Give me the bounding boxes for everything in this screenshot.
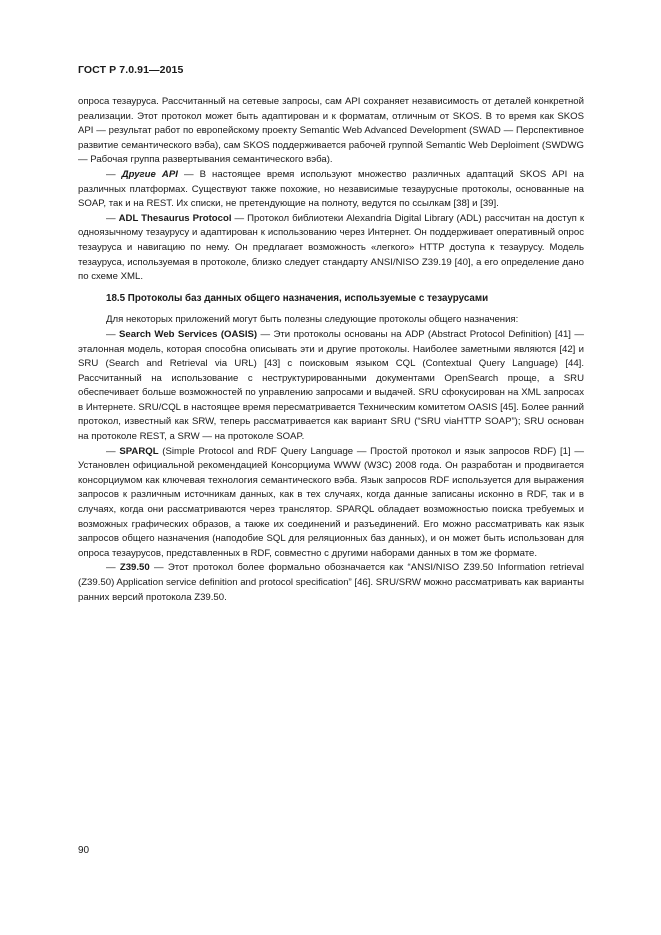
- text-run: (Simple Protocol and RDF Query Language — Простой протокол и язык запросов RDF) [1] — Установлен официальной рекомендацией Консорциума WWW (W3C) 2008 года. Он разработан и продвигается консорциумом как ключевая технология семантического вэба. Язык запросов RDF используется для выражения запросов к различным источникам данных, как в тех случаях, когда данные записаны исконно в RDF, так и в случаях, когда они рассматриваются через транслятор. SPARQL обладает возможностью поиска требуемых и возможных графических образов, а также их соединений и разъединений. Его можно рассматривать как язык запросов общего назначения (наподобие SQL для реляционных баз данных), и он может быть использован для опроса тезаурусов, представленных в RDF, совместно с другими наборами данных в том же формате.: [78, 445, 584, 559]
- text-run: опроса тезауруса. Рассчитанный на сетевые запросы, сам API сохраняет независимость от деталей конкретной реализации. Этот протокол может быть адаптирован и к форматам, отличным от SKOS. В то время как SKOS API — результат работ по европейскому проекту Semantic Web Advanced Development (SWAD — Перспективное развитие семантического вэба), сам SKOS поддерживается рабочей группой Semantic Web Deploiment (SWDWG — Рабочая группа развертывания семантического вэба).: [78, 96, 584, 166]
- text-run: —: [106, 168, 122, 180]
- section-heading: [78, 292, 584, 307]
- paragraph: [78, 561, 584, 605]
- text-run: —: [106, 328, 120, 340]
- text-run: —: [106, 212, 119, 224]
- text-run: — Протокол библиотеки Alexandria Digital Library (ADL) рассчитан на доступ к одноязычному тезаурусу и адаптирован к использованию через Интернет. Он поддерживает оперативный опрос тезауруса и навигацию по нему. Он предлагает возможность «легкого» HTTP доступа к тезаурусу. Модель тезауруса, используемая в протоколе, близко следует стандарту ANSI/NISO Z39.19 [40], а его определение дано по схеме XML.: [78, 212, 585, 283]
- emphasis-term: Другие API: [121, 168, 178, 180]
- paragraph: [78, 212, 584, 285]
- text-run: — В настоящее время используют множество различных адаптаций SKOS API на различных платформах. Существуют также похожие, но независимые тезаурусные протоколы, основанные на SOAP, так и на REST. Их списки, не претендующие на полноту, ведутся по ссылкам [38] и [39].: [78, 168, 584, 210]
- text-run: Для некоторых приложений могут быть полезны следующие протоколы общего назначения:: [106, 314, 519, 326]
- paragraph: [78, 168, 584, 212]
- paragraph: [78, 445, 584, 562]
- text-run: — Эти протоколы основаны на ADP (Abstract Protocol Definition) [41] — эталонная модель, которая способна описывать эти и другие протоколы. Наиболее заметными являются [42] и SRU (Search and Retrieval via URL) [43] с поисковым языком CQL (Contextual Query Language) [44]. Рассчитанный на использование с неструктурированными документами OpenSearch проще, а SRU обеспечивает больше возможностей по управлению запросами и выдачей. SRU сфокусирован на XML запросах в Интернете. SRU/CQL в настоящее время пересматривается Техническим комитетом OASIS [45]. Более ранний протокол, известный как SRW, теперь рассматривается как вариант SRU (“SRU viaHTTP SOAP”); SRU основан на протоколе REST, а SRW — на протоколе SOAP.: [78, 328, 584, 443]
- text-run: —: [106, 562, 120, 574]
- paragraph: [78, 328, 584, 445]
- page-number: 90: [78, 845, 90, 856]
- bold-term: Search Web Services (OASIS): [119, 328, 258, 340]
- text-run: — Этот протокол более формально обозначается как “ANSI/NISO Z39.50 Information retrieval (Z39.50) Application service definition and protocol specification” [46]. SRU/SRW можно рассматривать как варианты ранних версий протокола Z39.50.: [78, 562, 584, 603]
- bold-term: ADL Thesaurus Protocol: [118, 212, 232, 224]
- text-run: 18.5 Протоколы баз данных общего назначения, используемые с тезаурусами: [106, 292, 489, 304]
- paragraph: [78, 313, 584, 328]
- body-text: [78, 95, 584, 605]
- paragraph: [78, 95, 584, 168]
- standard-header: ГОСТ Р 7.0.91—2015: [78, 64, 184, 76]
- text-run: —: [106, 445, 120, 457]
- bold-term: Z39.50: [119, 562, 150, 574]
- bold-term: SPARQL: [119, 445, 159, 457]
